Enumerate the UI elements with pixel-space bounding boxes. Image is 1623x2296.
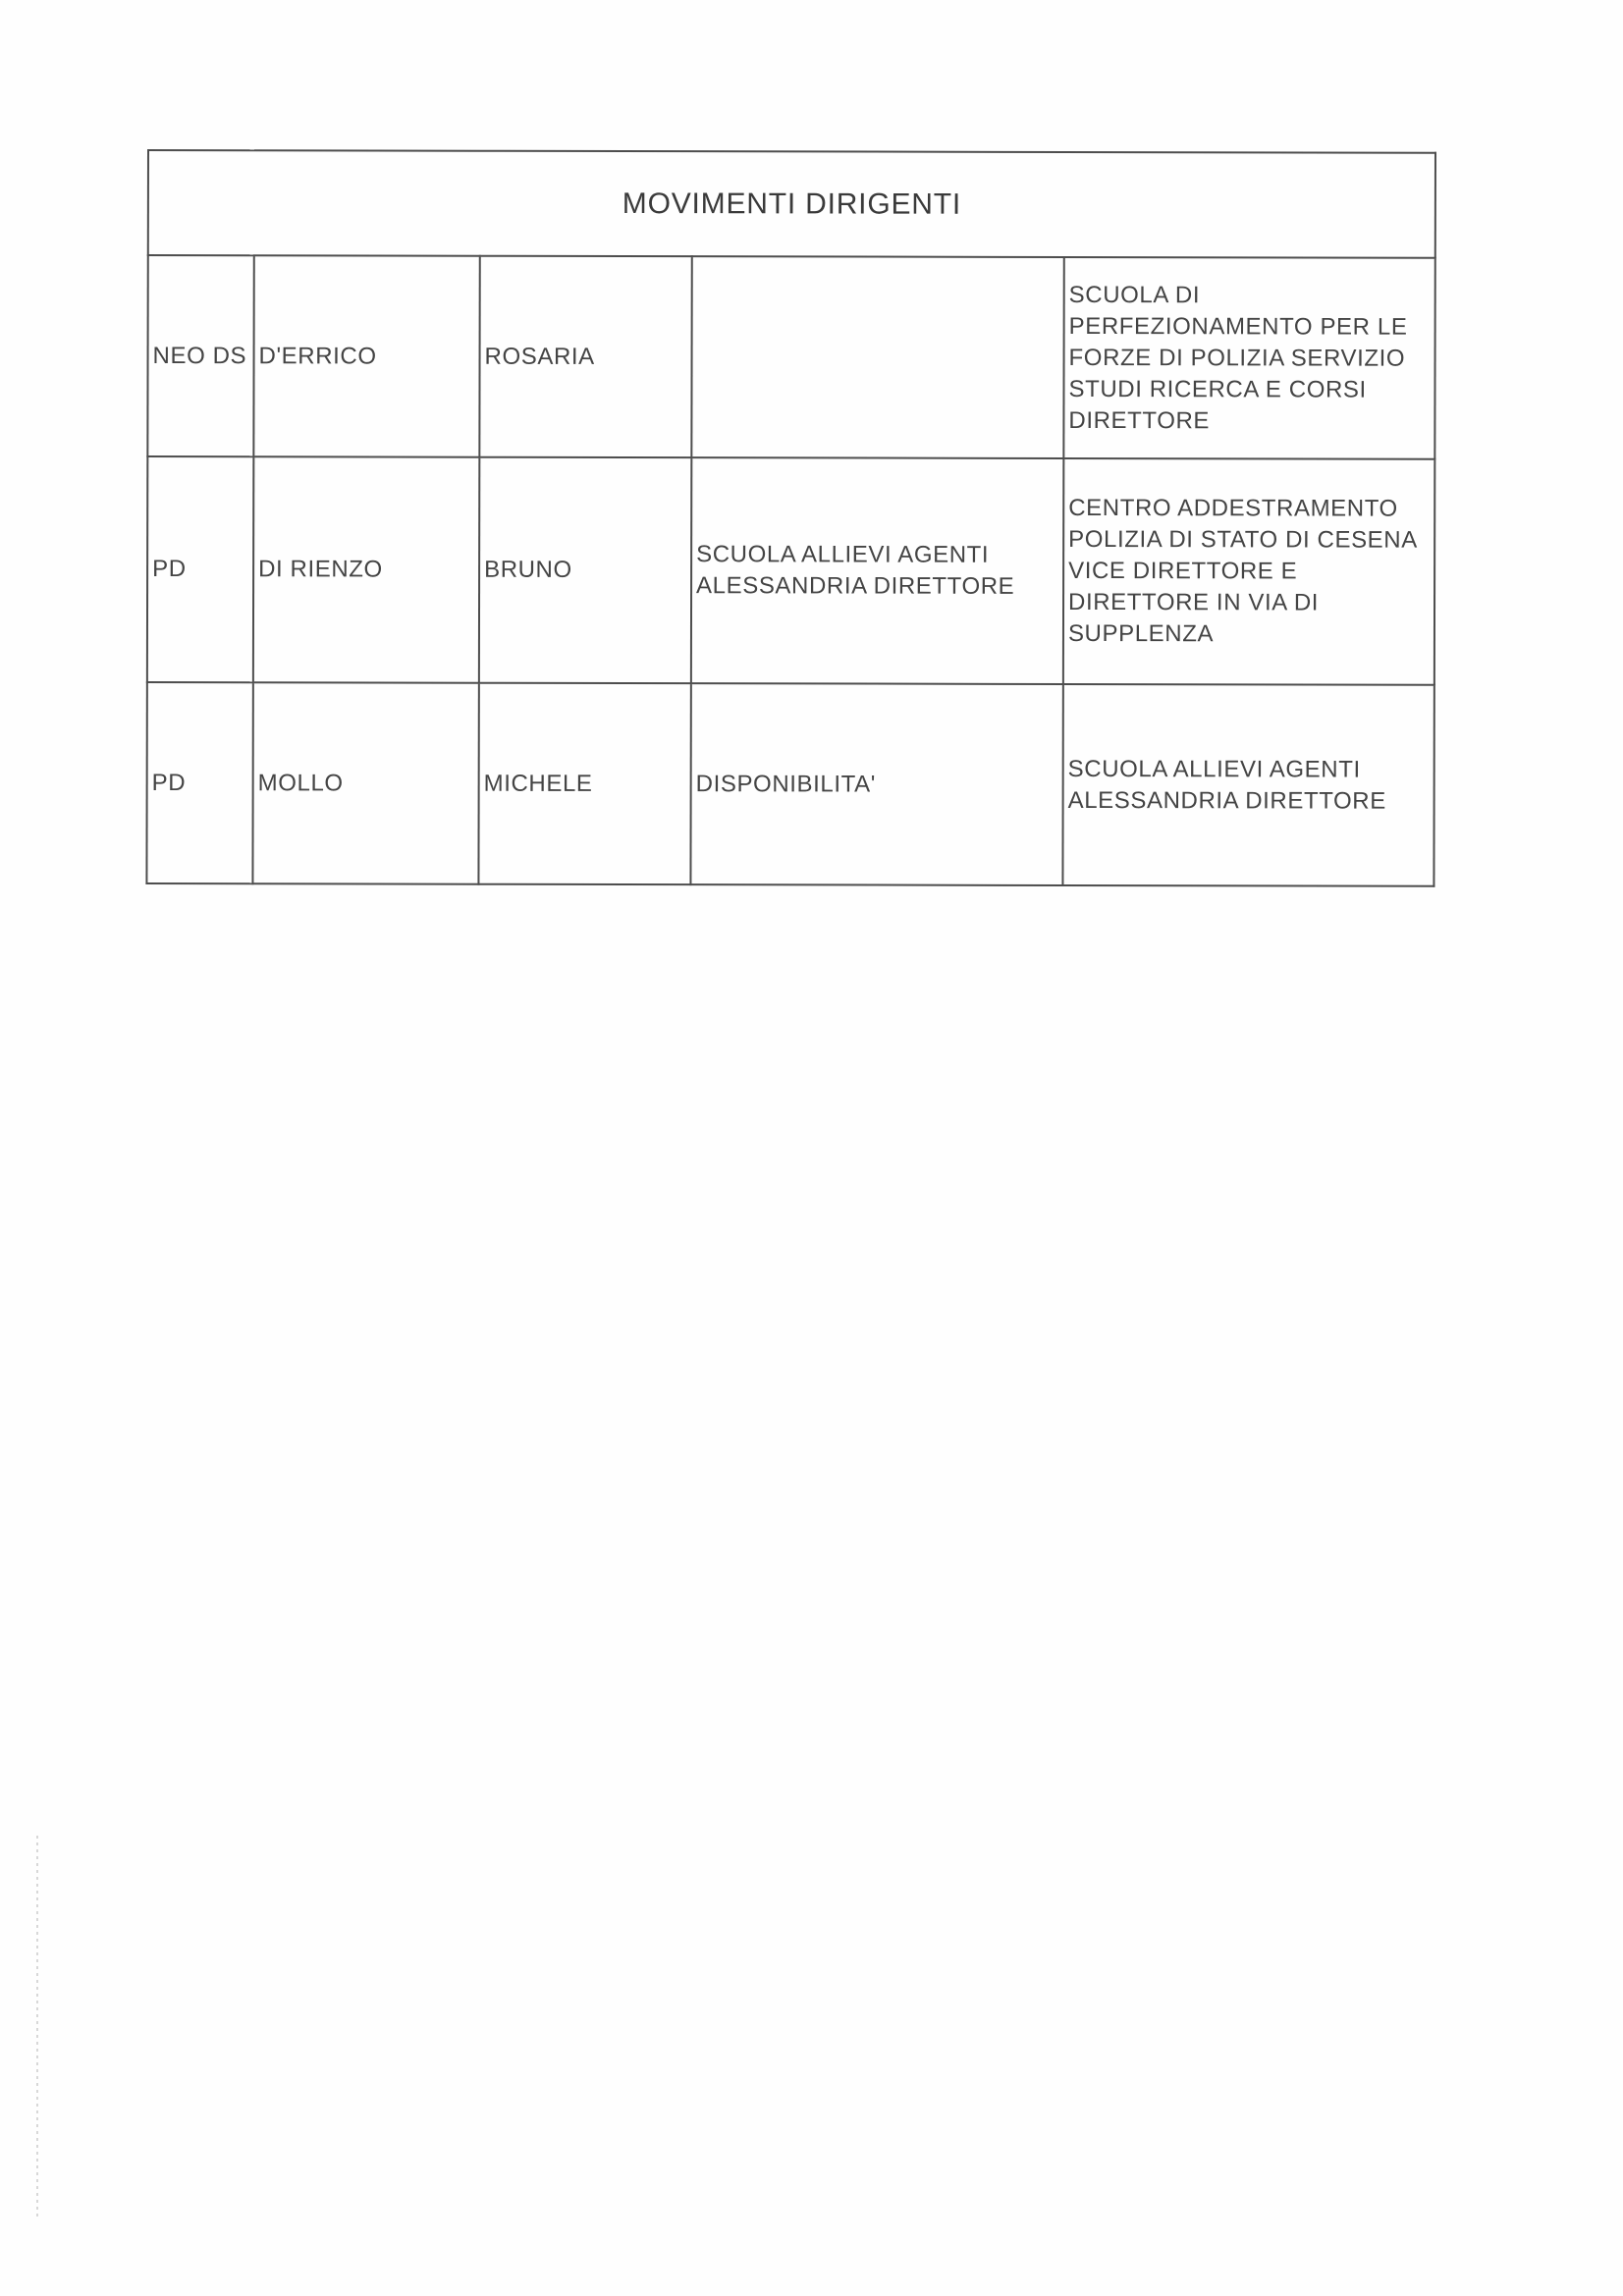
table-row: [147, 456, 1435, 685]
table-title: MOVIMENTI DIRIGENTI: [148, 150, 1435, 258]
cell-destinazione: SCUOLA DI PERFEZIONAMENTO PER LE FORZE DI POLIZIA SERVIZIO STUDI RICERCA E CORSI DIRETTORE: [1063, 257, 1434, 459]
table-row: [146, 682, 1434, 886]
cell-nome: MICHELE: [478, 683, 690, 884]
cell-destinazione: CENTRO ADDESTRAMENTO POLIZIA DI STATO DI CESENA VICE DIRETTORE E DIRETTORE IN VIA DI SUPPLENZA: [1063, 458, 1435, 685]
cell-qualifica: NEO DS: [147, 255, 253, 456]
cell-qualifica: PD: [146, 682, 252, 883]
movements-table: [145, 149, 1436, 887]
cell-nome: BRUNO: [479, 457, 691, 683]
cell-cognome: DI RIENZO: [253, 456, 479, 682]
cell-cognome: D'ERRICO: [253, 255, 479, 456]
cell-provenienza: DISPONIBILITA': [690, 683, 1062, 885]
cell-cognome: MOLLO: [252, 682, 478, 883]
scan-margin-marks: [36, 1836, 38, 2218]
cell-destinazione: SCUOLA ALLIEVI AGENTI ALESSANDRIA DIRETTORE: [1062, 684, 1434, 886]
table-row: [147, 255, 1434, 459]
cell-nome: ROSARIA: [479, 256, 691, 457]
cell-provenienza: [691, 256, 1063, 458]
cell-qualifica: PD: [147, 456, 253, 682]
cell-provenienza: SCUOLA ALLIEVI AGENTI ALESSANDRIA DIRETTORE: [691, 457, 1063, 684]
